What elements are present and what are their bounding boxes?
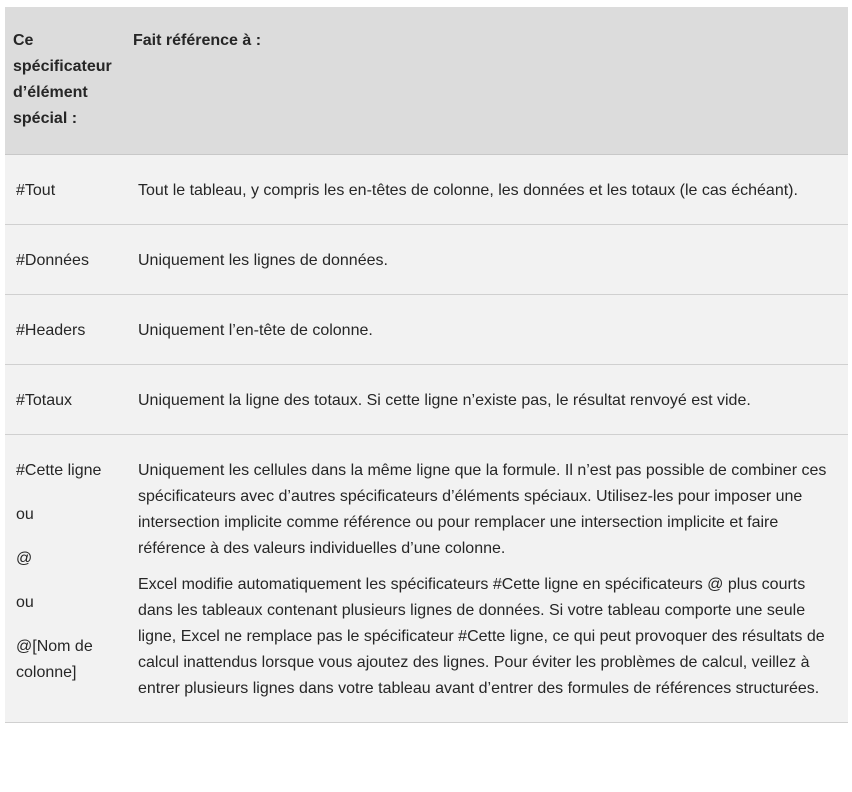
specifier-text: #Cette ligne [16,462,102,479]
specifier-text: #Tout [16,182,56,199]
specifier-cell [5,295,125,365]
description-cell [125,365,848,435]
specifier-cell [5,225,125,295]
description-cell [125,225,848,295]
special-item-specifiers-table [5,7,848,723]
specifier-cell [5,365,125,435]
description-cell [125,435,848,723]
header-refers-to: Fait référence à : [125,7,848,155]
description-text: Uniquement l’en-tête de colonne. [138,322,373,339]
table-row [5,295,848,365]
header-row [5,7,848,155]
header-specifier: Ce spécificateur d’élément spécial : [5,7,125,155]
table-row [5,155,848,225]
description-text: Uniquement la ligne des totaux. Si cette ligne n’existe pas, le résultat renvoyé est vide. [138,392,751,409]
specifier-cell [5,155,125,225]
specifier-text: #Totaux [16,392,73,409]
description-cell [125,155,848,225]
table-body [5,155,848,723]
table [5,7,848,723]
table-row [5,435,848,723]
specifier-cell [5,435,125,723]
description-text: Uniquement les lignes de données. [138,252,388,269]
specifier-separator: ou [16,506,34,523]
description-text: Tout le tableau, y compris les en-têtes de colonne, les données et les totaux (le cas échéant). [138,182,798,199]
specifier-text: #Données [16,252,89,269]
specifier-text: @[Nom de colonne] [16,638,93,681]
description-cell [125,295,848,365]
description-text: Uniquement les cellules dans la même ligne que la formule. Il n’est pas possible de combiner ces spécificateurs avec d’autres spécificateurs d’éléments spéciaux. Utilisez-les pour imposer une intersection implicite comme référence ou pour remplacer une intersection implicite et faire référence à des valeurs individuelles d’une colonne. [138,462,827,557]
specifier-separator: ou [16,594,34,611]
description-text: Excel modifie automatiquement les spécificateurs #Cette ligne en spécificateurs @ plus courts dans les tableaux contenant plusieurs lignes de données. Si votre tableau comporte une seule ligne, Excel ne remplace pas le spécificateur #Cette ligne, ce qui peut provoquer des résultats de calcul inattendus lorsque vous ajoutez des lignes. Pour éviter les problèmes de calcul, veillez à entrer plusieurs lignes dans votre tableau avant d’entrer des formules de références structurées. [138,576,825,697]
specifier-text: @ [16,550,33,567]
table-header [5,7,848,155]
table-row [5,365,848,435]
table-row [5,225,848,295]
specifier-text: #Headers [16,322,86,339]
